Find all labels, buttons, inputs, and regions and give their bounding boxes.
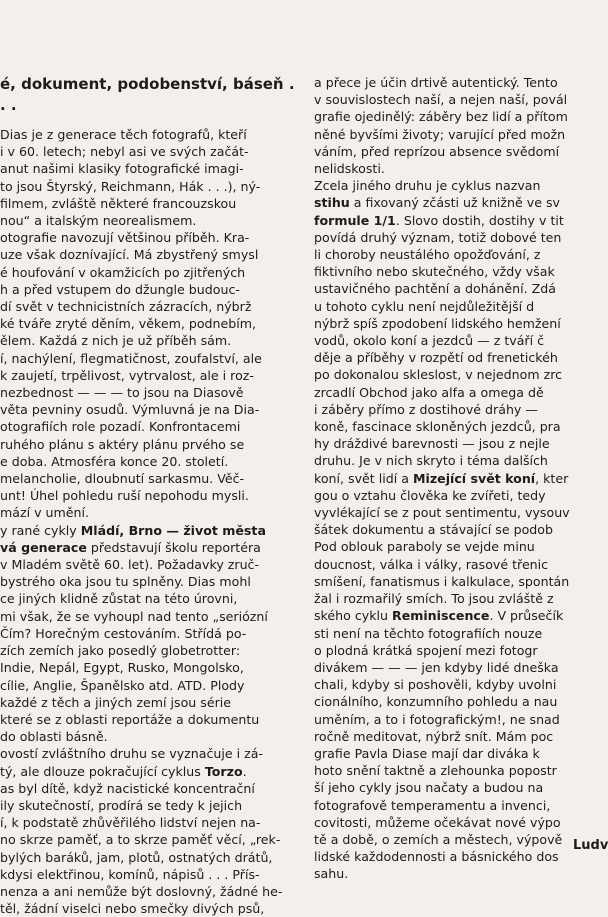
text-line: dí svět v technicistních zázracích, nýbrž: [0, 299, 252, 315]
text-line: filmem, zvláště některé francouzskou: [0, 195, 237, 211]
text-line: bystrého oka jsou tu splněny. Dias mohl: [0, 574, 251, 590]
text-line: nezbednost — — — to jsou na Diasově: [0, 385, 244, 401]
text-line: Dias je z generace těch fotografů, kteří: [0, 127, 247, 142]
text-line: ročně meditovat, nýbrž snít. Mám poc: [314, 728, 554, 744]
text-line: y rané cykly Mládí, Brno — život města: [0, 522, 266, 538]
text-line: váním, před reprízou absence svědomí: [314, 143, 560, 159]
text-line: anut našimi klasiky fotografické imagi-: [0, 161, 244, 177]
text-line: ruhého plánu s aktéry plánu prvého se: [0, 436, 245, 452]
text-line: grafie ojedinělý: záběry bez lidí a přítom: [314, 109, 568, 125]
text-line: ké tváře zryté děním, věkem, podnebím,: [0, 316, 257, 332]
text-line: a přece je účin drtivě autentický. Tento: [314, 75, 558, 90]
text-line: sti není na těchto fotografiích nouze: [314, 625, 543, 641]
text-line: otografiích role pozadí. Konfrontacemi: [0, 419, 241, 435]
text-line: v souvislostech naší, a nejen naší, povál: [314, 92, 568, 108]
text-line: věta pevniny osudů. Výmluvná je na Dia-: [0, 402, 260, 418]
text-line: cionálního, konzumního pohledu a nau: [314, 694, 558, 710]
text-line: které se z oblasti reportáže a dokumentu: [0, 711, 260, 727]
text-line: lidské každodennosti a básnického dos: [314, 849, 559, 865]
text-line: koně, fascinace skloněných jezdců, pra: [314, 419, 561, 435]
text-line: i v 60. letech; nebyl asi ve svých začát-: [0, 144, 249, 160]
text-line: otografie navozují většinou příběh. Kra-: [0, 230, 250, 246]
text-line: Indie, Nepál, Egypt, Rusko, Mongolsko,: [0, 660, 244, 676]
text-line: žal i rozmařilý smích. To jsou zvláště z: [314, 591, 554, 607]
left-column-text: [0, 126, 302, 917]
text-line: v Mladém světě 60. let). Požadavky zruč-: [0, 557, 260, 573]
text-line: gou o vztahu člověka ke zvířeti, tedy: [314, 487, 546, 503]
text-line: zích zemích jako posedlý globetrotter:: [0, 643, 241, 659]
text-line: cílie, Anglie, Španělsko atd. ATD. Plody: [0, 677, 245, 693]
text-line: e doba. Atmosféra konce 20. století.: [0, 453, 229, 469]
text-line: covitosti, můžeme očekávat nové výpo: [314, 814, 561, 830]
text-line: k zaujetí, trpělivost, vytrvalost, ale i roz-: [0, 367, 254, 383]
text-line: povídá druhý význam, totiž dobové ten: [314, 229, 562, 245]
left-column: [0, 74, 302, 917]
text-line: ského cyklu Reminiscence. V průsečík: [314, 608, 564, 624]
text-line: šátek dokumentu a stávající se podob: [314, 522, 554, 538]
text-line: o plodná krátká spojení mezi fotogr: [314, 642, 538, 658]
text-line: ily skutečností, prodírá se tedy k jejich: [0, 797, 243, 813]
text-line: tě a době, o zemích a městech, výpově: [314, 831, 563, 847]
text-line: Zcela jiného druhu je cyklus nazvan: [314, 178, 541, 194]
text-line: nýbrž spíš zpodobení lidského hemžení: [314, 315, 561, 331]
text-line: í, k podstatě zhůvěřilého lidství nejen na-: [0, 815, 261, 831]
text-line: Čím? Horečným cestováním. Střídá po-: [0, 625, 247, 641]
text-line: bylých baráků, jam, plotů, ostnatých drátů,: [0, 849, 273, 865]
text-line: doucnost, válka i války, rasové třenic: [314, 556, 549, 572]
text-line: melancholie, dloubnutí sarkasmu. Věč-: [0, 471, 245, 487]
text-line: vodů, okolo koní a jezdců — z tváří č: [314, 333, 545, 349]
text-line: h a před vstupem do džungle budouc-: [0, 281, 240, 297]
text-line: každé z těch a jiných zemí jsou série: [0, 694, 232, 710]
text-line: li choroby neustálého opožďování, z: [314, 247, 541, 263]
text-line: po dokonalou skleslost, v nejednom zrc: [314, 367, 563, 383]
text-line: ší jeho cykly jsou načaty a budou na: [314, 780, 544, 796]
right-column-text: [314, 74, 600, 883]
text-line: é houfování v okamžicích po zjitřených: [0, 264, 246, 280]
text-line: něné byvšími životy; varující před možn: [314, 126, 566, 142]
text-line: těl, žádní viselci nebo smečky divých psů,: [0, 901, 265, 917]
right-column: [314, 74, 600, 883]
text-line: vyvlékající se z pout sentimentu, vysouv: [314, 505, 570, 521]
text-line: druhu. Je v nich skryto i téma dalších: [314, 453, 548, 469]
text-line: to jsou Štyrský, Reichmann, Hák . . .), ný-: [0, 178, 261, 194]
text-line: stihu a fixovaný zčásti už knižně ve sv: [314, 195, 560, 211]
article-heading: é, dokument, podobenství, báseň . . .: [0, 75, 295, 114]
text-line: ustavičného pachtění a dohánění. Zdá: [314, 281, 556, 297]
text-line: tý, ale dlouze pokračující cyklus Torzo.: [0, 763, 247, 779]
text-line: grafie Pavla Diase mají dar diváka k: [314, 745, 540, 761]
text-line: hoto snění taktně a zlehounka popostr: [314, 763, 557, 779]
text-line: Pod oblouk paraboly se vejde minu: [314, 539, 535, 555]
text-line: uze však doznívající. Má zbystřený smysl: [0, 247, 259, 263]
text-line: smíšení, fanatismus i kalkulace, spontán: [314, 573, 570, 589]
text-line: mi však, že se vyhoupl nad tento „seriózní: [0, 608, 268, 624]
text-line: í, nachýlení, flegmatičnost, zoufalství, ale: [0, 350, 262, 366]
text-line: u tohoto cyklu není nejdůležitější d: [314, 298, 535, 314]
text-line: kdysi elektřinou, komínů, nápisů . . . Přís-: [0, 866, 260, 882]
text-line: vá generace představují školu reportéra: [0, 539, 261, 555]
text-line: fiktivního nebo skutečného, vždy však: [314, 264, 555, 280]
text-line: hy dráždivé barevnosti — jsou z nejle: [314, 436, 550, 452]
text-line: chali, kdyby si poshověli, kdyby uvolni: [314, 677, 557, 693]
author-signature: Ludv: [573, 838, 608, 853]
text-line: nenza a ani nemůže být doslovný, žádné he-: [0, 883, 283, 899]
text-line: nelidskosti.: [314, 161, 385, 177]
text-line: sahu.: [314, 866, 349, 882]
text-line: divákem — — — jen kdyby lidé dneška: [314, 659, 559, 675]
text-line: no skrze paměť, a to skrze paměť věcí, „rek-: [0, 832, 281, 848]
text-line: ce jiných klidně zůstat na této úrovni,: [0, 591, 238, 607]
text-line: ělem. Každá z nich je už příběh sám.: [0, 333, 232, 349]
text-line: i záběry přímo z dostihové dráhy —: [314, 401, 538, 417]
text-line: zrcadlí Obchod jako alfa a omega dě: [314, 384, 544, 400]
text-line: formule 1/1. Slovo dostih, dostihy v tit: [314, 212, 564, 228]
text-line: nou“ a italským neorealismem.: [0, 213, 197, 229]
text-line: koní, svět lidí a Mizející svět koní, kter: [314, 470, 569, 486]
text-line: as byl dítě, když nacistické koncentrační: [0, 780, 255, 796]
text-line: do oblasti básně.: [0, 729, 108, 745]
text-line: fotografově temperamentu a invenci,: [314, 797, 551, 813]
text-line: uměním, a to i fotografickým!, ne snad: [314, 711, 560, 727]
text-line: děje a příběhy v rozpětí od frenetickéh: [314, 350, 558, 366]
text-line: mází v umění.: [0, 505, 90, 521]
text-line: ovostí zvláštního druhu se vyznačuje i zá-: [0, 746, 263, 762]
text-line: unt! Úhel pohledu ruší nepohodu mysli.: [0, 488, 249, 504]
